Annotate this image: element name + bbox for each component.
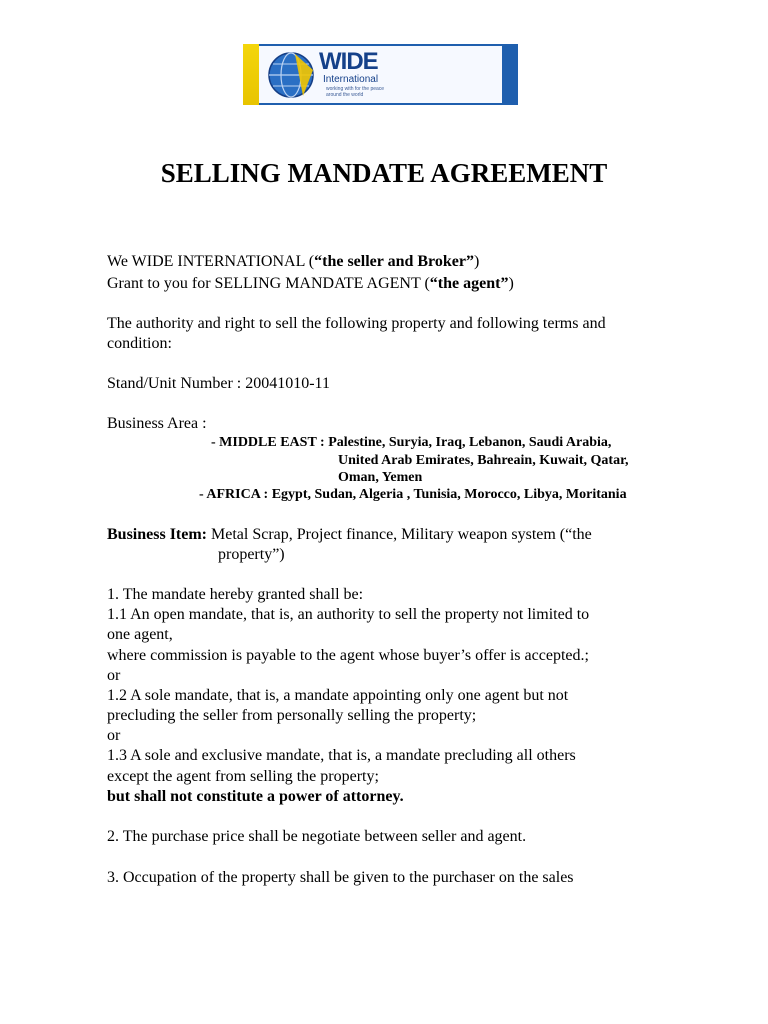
intro-line-2 <box>107 274 514 294</box>
logo-tagline: working with for the peace around the world <box>326 86 385 98</box>
intro-agent-close: ) <box>508 275 514 292</box>
clause-1-3-b: except the agent from selling the property; <box>107 768 379 785</box>
business-item-line-2: property”) <box>218 546 285 563</box>
clause-3: 3. Occupation of the property shall be given to the purchaser on the sales <box>107 869 574 886</box>
business-area-middle-east-2: United Arab Emirates, Bahreain, Kuwait, Qatar, <box>338 453 629 468</box>
company-logo <box>243 44 518 105</box>
business-item-text: Metal Scrap, Project finance, Military weapon system (“the <box>207 526 592 543</box>
logo-blue-bar <box>502 44 518 105</box>
authority-line-1: The authority and right to sell the following property and following terms and <box>107 315 606 332</box>
intro-line-1 <box>107 252 479 272</box>
business-item-label: Business Item: <box>107 526 208 543</box>
logo-subtitle: International <box>323 74 379 85</box>
logo-yellow-bar <box>243 44 259 105</box>
clause-1-1-c: where commission is payable to the agent whose buyer’s offer is accepted.; <box>107 647 589 664</box>
clause-or-1: or <box>107 667 121 684</box>
clause-1: 1. The mandate hereby granted shall be: <box>107 586 364 603</box>
intro-seller: We WIDE INTERNATIONAL ( <box>107 253 315 270</box>
business-area-africa: - AFRICA : Egypt, Sudan, Algeria , Tunisia, Morocco, Libya, Moritania <box>199 487 627 502</box>
intro-seller-role: “the seller and Broker” <box>314 253 474 270</box>
clause-power-of-attorney: but shall not constitute a power of attorney. <box>107 788 404 805</box>
clause-1-1-b: one agent, <box>107 626 173 643</box>
clause-1-3-a: 1.3 A sole and exclusive mandate, that is, a mandate precluding all others <box>107 747 576 764</box>
document-title: SELLING MANDATE AGREEMENT <box>160 158 608 188</box>
clause-1-2-b: precluding the seller from personally selling the property; <box>107 707 477 724</box>
clause-or-2: or <box>107 727 121 744</box>
clause-1-1-a: 1.1 An open mandate, that is, an authority to sell the property not limited to <box>107 606 590 623</box>
intro-agent: Grant to you for SELLING MANDATE AGENT ( <box>107 275 430 292</box>
intro-seller-close: ) <box>473 253 480 270</box>
business-area-middle-east-1: - MIDDLE EAST : Palestine, Suryia, Iraq, Lebanon, Saudi Arabia, <box>211 435 612 450</box>
logo-brand: WIDE <box>319 48 378 75</box>
authority-line-2: condition: <box>107 335 172 352</box>
globe-icon <box>265 50 321 100</box>
clause-2: 2. The purchase price shall be negotiate between seller and agent. <box>107 828 527 845</box>
intro-agent-role: “the agent” <box>429 275 509 292</box>
business-area-middle-east-3: Oman, Yemen <box>338 470 423 485</box>
business-area-label: Business Area : <box>107 415 207 432</box>
stand-unit-number: Stand/Unit Number : 20041010-11 <box>107 375 330 392</box>
clause-1-2-a: 1.2 A sole mandate, that is, a mandate appointing only one agent but not <box>107 687 569 704</box>
business-item-line-1 <box>107 525 592 545</box>
